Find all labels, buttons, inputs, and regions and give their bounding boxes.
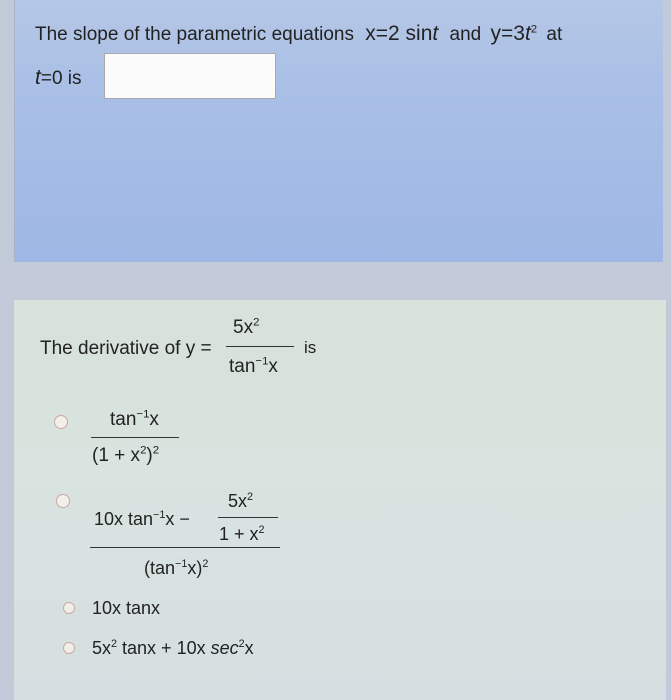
- option-b-lead: 10x $\tan^{-1}x$ −: [94, 509, 190, 529]
- equation-y: y=3: [490, 22, 525, 45]
- equation-y-variable: t: [524, 22, 531, 45]
- option-b-inner-fraction-bar: [218, 517, 278, 518]
- question-1-panel: [14, 0, 663, 262]
- at-text: at: [546, 24, 563, 45]
- question-1-line-2: [35, 66, 82, 90]
- option-a-fraction-bar: [91, 437, 179, 438]
- option-a-numerator: $\tan^{-1}x$: [110, 408, 159, 430]
- option-d-radio[interactable]: [63, 642, 75, 654]
- prompt-numerator: $5x^2$: [233, 316, 260, 338]
- option-a-denominator: $(1 + x^2)^2$: [92, 444, 160, 466]
- option-c-text: 10x tanx: [92, 598, 161, 618]
- prompt-suffix: is: [304, 338, 317, 357]
- question-2-panel: [14, 300, 666, 700]
- line-2-text: =0 is: [40, 68, 82, 89]
- variable-t: t: [432, 22, 439, 45]
- option-b-inner-numerator: $5x^2$: [228, 491, 254, 511]
- panel-separator: [0, 262, 671, 300]
- prompt-denominator: $\tan^{-1}x$: [229, 355, 278, 377]
- option-d-text: $5x^2$ tanx + 10x $\sec^2x$: [92, 638, 254, 658]
- question-1-line-1: [35, 22, 562, 46]
- option-b-radio[interactable]: [56, 494, 70, 508]
- and-text: and: [449, 24, 482, 45]
- line-2-variable-t: t: [35, 66, 41, 89]
- question-2-prompt: The derivative of y =: [40, 338, 212, 359]
- equation-x: x=2 sin: [365, 22, 433, 45]
- option-b-denominator: $(\tan^{-1}x)^2$: [144, 558, 209, 578]
- slope-answer-input[interactable]: [104, 53, 276, 99]
- option-b-main-fraction-bar: [90, 547, 280, 548]
- option-c-radio[interactable]: [63, 602, 75, 614]
- option-a-radio[interactable]: [54, 415, 68, 429]
- prompt-fraction-bar: [226, 346, 294, 347]
- question-1-prompt: The slope of the parametric equations: [35, 24, 354, 45]
- equation-y-exponent: 2: [530, 23, 538, 36]
- option-b-inner-denominator: $1 + x^2$: [219, 524, 265, 544]
